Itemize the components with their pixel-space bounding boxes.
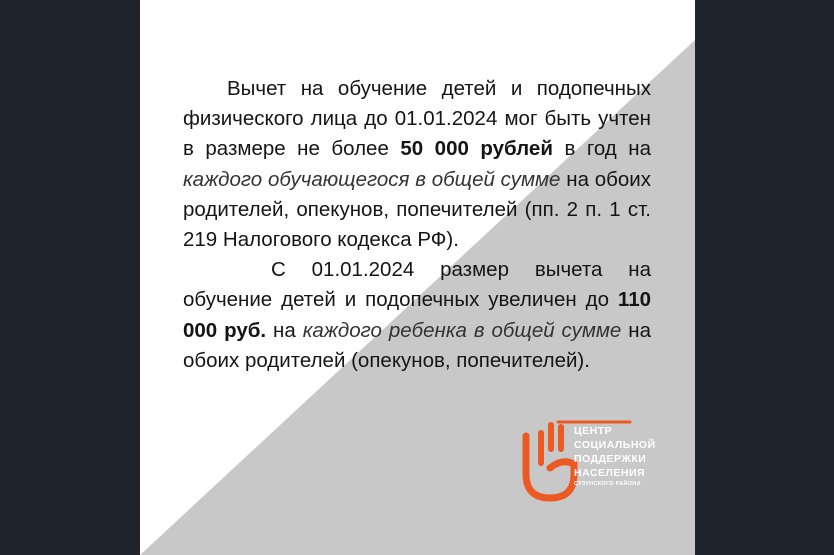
- logo-line-2: СОЦИАЛЬНОЙ: [574, 439, 656, 451]
- logo-line-1: ЦЕНТР: [574, 425, 613, 437]
- paragraph-1-text-3: на обоих родителей, опекунов, попечителей (пп. 2 п. 1 ст. 219 Налогового кодекса РФ).: [183, 167, 651, 252]
- paragraph-1: [183, 74, 651, 255]
- paragraph-2: [183, 255, 651, 376]
- paragraph-2-text-2: на: [266, 318, 303, 342]
- paragraph-2-text: С 01.01.2024 размер вычета на обучение детей и подопечных увеличен до: [183, 258, 651, 312]
- info-card: [140, 0, 695, 555]
- logo-line-3: ПОДДЕРЖКИ: [574, 453, 647, 465]
- card-text: [183, 74, 651, 376]
- paragraph-1-text: Вычет на обучение детей и подопечных физического лица до 01.01.2024 мог быть учтен в размере не более: [183, 77, 651, 161]
- paragraph-2-text-3: на обоих родителей (опекунов, попечителей).: [183, 318, 651, 372]
- paragraph-1-bold: 50 000 рублей: [400, 137, 553, 161]
- logo-text: [574, 424, 656, 488]
- paragraph-1-text-2: в год на: [552, 137, 651, 161]
- logo-line-5: СУЗУНСКОГО РАЙОНА: [574, 481, 641, 487]
- paragraph-2-italic: каждого ребенка в общей сумме: [302, 318, 622, 342]
- paragraph-2-bold: 110 000 руб.: [183, 288, 651, 342]
- paragraph-1-italic: каждого обучающегося в общей сумме: [183, 167, 561, 191]
- logo-line-4: НАСЕЛЕНИЯ: [574, 467, 646, 479]
